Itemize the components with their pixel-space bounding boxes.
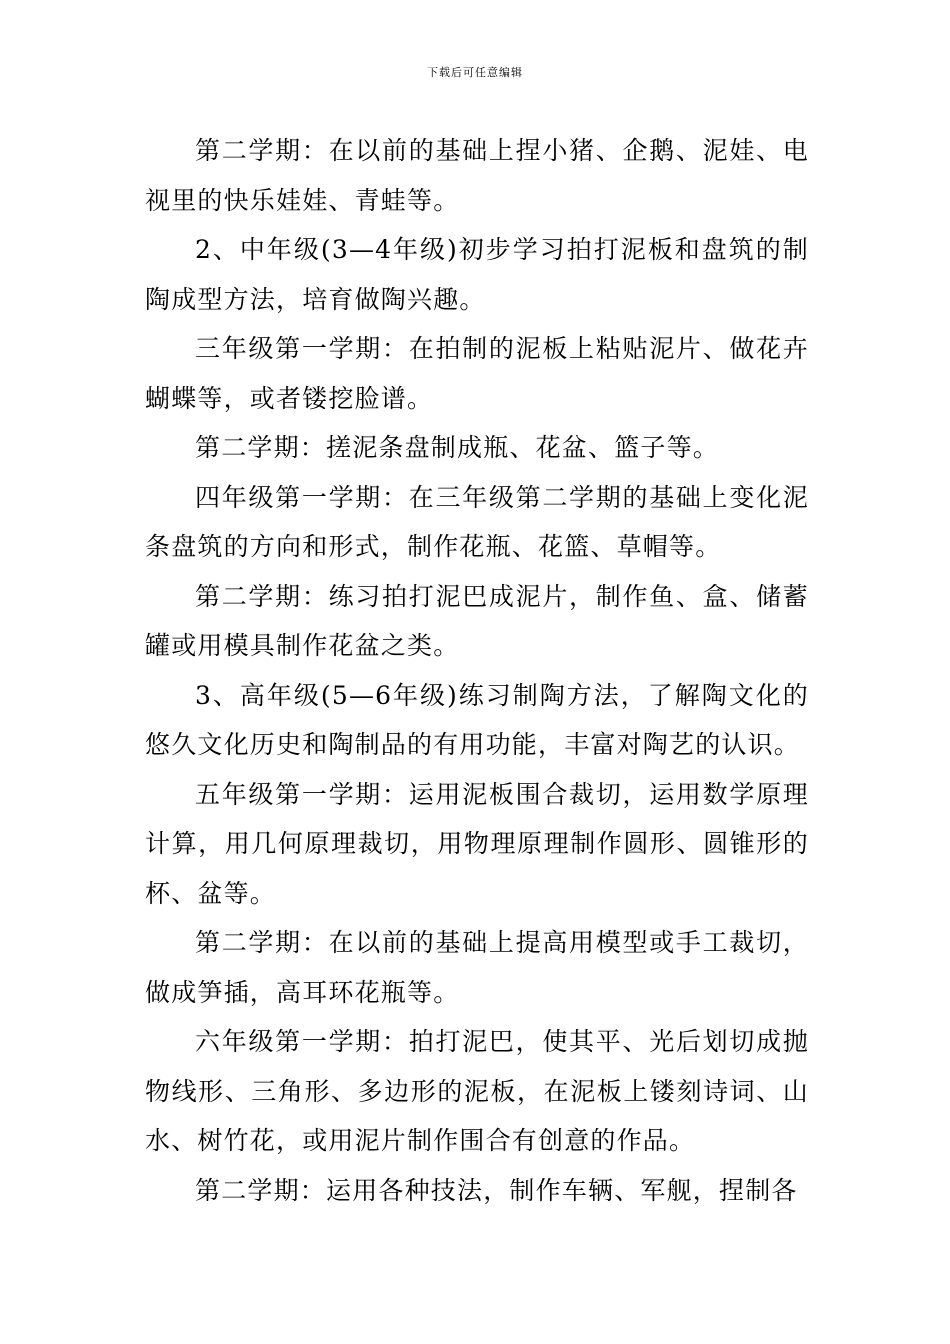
paragraph: 第二学期：在以前的基础上捏小猪、企鹅、泥娃、电视里的快乐娃娃、青蛙等。 bbox=[145, 136, 809, 215]
paragraph: 五年级第一学期：运用泥板围合裁切，运用数学原理计算，用几何原理裁切，用物理原理制作圆形、圆锥形的杯、盆等。 bbox=[145, 779, 809, 908]
paragraph: 第二学期：搓泥条盘制成瓶、花盆、篮子等。 bbox=[195, 433, 720, 462]
paragraph: 四年级第一学期：在三年级第二学期的基础上变化泥条盘筑的方向和形式，制作花瓶、花篮、草帽等。 bbox=[145, 482, 809, 561]
paragraph: 三年级第一学期：在拍制的泥板上粘贴泥片、做花卉蝴蝶等，或者镂挖脸谱。 bbox=[145, 334, 809, 413]
paragraph: 第二学期：在以前的基础上提高用模型或手工裁切，做成笋插，高耳环花瓶等。 bbox=[145, 928, 809, 1007]
paragraph: 3、高年级(5—6年级)练习制陶方法，了解陶文化的悠久文化历史和陶制品的有用功能，丰富对陶艺的认识。 bbox=[145, 680, 809, 759]
paragraph: 第二学期：运用各种技法，制作车辆、军舰，捏制各 bbox=[195, 1175, 798, 1205]
paragraph: 第二学期：练习拍打泥巴成泥片，制作鱼、盒、储蓄罐或用模具制作花盆之类。 bbox=[145, 581, 809, 660]
document-body bbox=[145, 126, 809, 1215]
paragraph: 六年级第一学期：拍打泥巴，使其平、光后划切成抛物线形、三角形、多边形的泥板，在泥板上镂刻诗词、山水、树竹花，或用泥片制作围合有创意的作品。 bbox=[145, 1027, 809, 1155]
page-header: 下载后可任意编辑 bbox=[427, 66, 523, 79]
paragraph: 2、中年级(3—4年级)初步学习拍打泥板和盘筑的制陶成型方法，培育做陶兴趣。 bbox=[145, 235, 809, 314]
